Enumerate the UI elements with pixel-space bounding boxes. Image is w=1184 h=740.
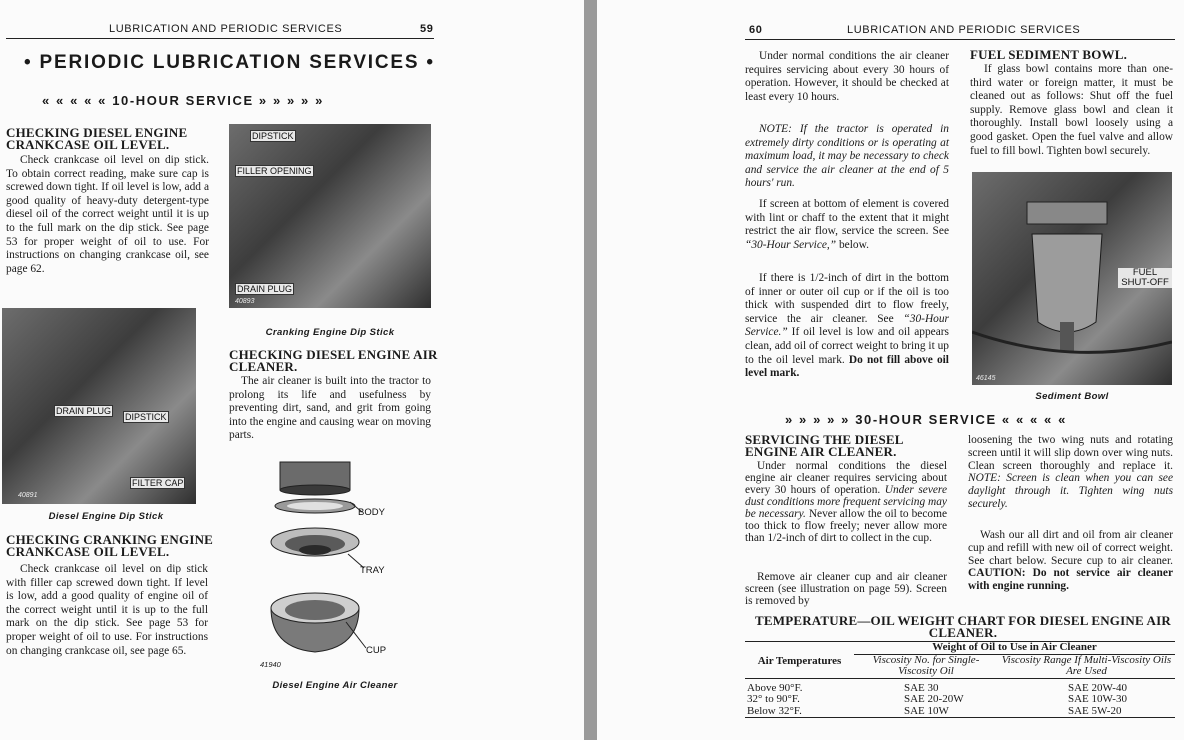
dirt-paragraph-cont: If oil level is low and oil appears clean, add oil of correct weight to bring it up to the oil level mark. (745, 326, 949, 366)
servicing-body (745, 460, 947, 544)
fuel-sediment-body: If glass bowl contains more than one-third water or foreign matter, it must be cleaned out as follows: Shut off the fuel supply. Remove glass bowl and clean it thoroughly. Install bowl loosely using a good gasket. Open the fuel valve and allow fuel to fill bowl. Tighten bowl securely. (970, 63, 1173, 157)
table-cell: SAE 10W (904, 704, 949, 717)
right-header-rule (745, 39, 1175, 40)
wash-cup-text: Wash our all dirt and oil from air cleaner cup and refill with new oil of correct weight. See chart below. Secure cup to air cleaner. (968, 529, 1173, 567)
fig1-caption: Cranking Engine Dip Stick (265, 327, 395, 338)
dirt-paragraph (745, 272, 949, 381)
fig2-label-filter-cap: FILTER CAP (132, 478, 184, 488)
fig2-label-drain-plug: DRAIN PLUG (56, 406, 112, 416)
fig4-label-fuel-shutoff: FUEL SHUT-OFF (1118, 268, 1172, 288)
sec3-body: Check crankcase oil level on dip stick with filler cap screwed down tight. If level is low, add a good quality of engine oil of the correct weight until it is up to the full mark on the dip stick. See page 53 for proper weight of oil to use. For instructions on changing crankcase oil, see page 65. (6, 563, 208, 657)
left-page-number: 59 (420, 23, 434, 35)
oil-weight-table (745, 641, 1175, 718)
table-row (745, 706, 1175, 718)
fig1-number: 40893 (235, 298, 255, 305)
dirty-conditions-note (745, 123, 949, 191)
table-header-multi-viscosity: Viscosity Range If Multi-Viscosity Oils Are Used (1001, 653, 1172, 677)
dirt-paragraph-warning: Do not fill above oil level mark. (745, 353, 949, 380)
fig1-label-drain-plug: DRAIN PLUG (237, 284, 293, 294)
sediment-bowl-photo (972, 172, 1172, 385)
table-cell: Below 32°F. (747, 704, 802, 717)
screen-paragraph-ref: “30-Hour Service,” (745, 238, 837, 251)
main-title: • PERIODIC LUBRICATION SERVICES • (24, 52, 435, 73)
fig1-label-filler-opening: FILLER OPENING (237, 166, 312, 176)
fig3-label-tray: TRAY (360, 565, 385, 576)
screen-paragraph-text: If screen at bottom of element is covered with lint or chaff to the extent that it might restrict the air flow, service the screen. See (745, 198, 949, 238)
fig2-label-dipstick: DIPSTICK (125, 412, 167, 422)
dirt-paragraph-ref: “30-Hour Service.” (745, 312, 949, 339)
servicing-body-cont: Never allow the oil to become too thick to flow freely; never allow more than 1/2-inch of dirt to collect in the cup. (745, 508, 947, 544)
fig3-label-body: BODY (358, 507, 385, 518)
servicing-col2-text: loosening the two wing nuts and rotating screen until it will slip down over wing nuts. Clean screen thoroughly and replace it. (968, 434, 1173, 472)
remove-cup-paragraph: Remove air cleaner cup and air cleaner screen (see illustration on page 59). Screen is removed by (745, 571, 947, 607)
fig2-caption: Diesel Engine Dip Stick (48, 511, 164, 522)
fig1-label-dipstick: DIPSTICK (252, 131, 294, 141)
servicing-body-text: Under normal conditions the diesel engine air cleaner requires servicing about every 30 hours of operation. (745, 460, 947, 496)
fuel-sediment-heading: FUEL SEDIMENT BOWL. (970, 47, 1128, 62)
table-cell: SAE 20W-40 (1068, 681, 1127, 694)
table-header-single-viscosity: Viscosity No. for Single-Viscosity Oil (872, 653, 980, 677)
thirty-hour-service-banner: » » » » » 30-HOUR SERVICE « « « « « (785, 412, 1067, 427)
table-row (745, 694, 1175, 706)
table-cell: Above 90°F. (747, 681, 803, 694)
note-lead: NOTE: (759, 123, 792, 135)
table-cell: SAE 30 (904, 681, 939, 694)
fig3-label-cup: CUP (366, 645, 387, 656)
ten-hour-service-banner: « « « « « 10-HOUR SERVICE » » » » » (42, 93, 324, 108)
sec2-body: The air cleaner is built into the tractor to prolong its life and usefulness by preventing dirt, sand, and grit from going into the engine and causing wear on moving parts. (229, 375, 431, 442)
servicing-heading: SERVICING THE DIESEL ENGINE AIR CLEANER. (745, 432, 903, 459)
table-row (745, 678, 1175, 694)
sec2-heading: CHECKING DIESEL ENGINE AIR CLEANER. (229, 347, 438, 374)
screen-paragraph (745, 198, 949, 252)
diesel-engine-air-cleaner-illustration (258, 458, 408, 678)
cranking-engine-dipstick-photo (229, 124, 431, 308)
fig2-number: 40891 (18, 492, 38, 499)
right-running-header: LUBRICATION AND PERIODIC SERVICES (847, 24, 1081, 36)
fig3-caption: Diesel Engine Air Cleaner (272, 680, 398, 691)
table-header-air-temperatures: Air Temperatures (757, 655, 842, 667)
air-cleaner-intro: Under normal conditions the air cleaner requires servicing about every 30 hours of operation. However, it should be checked at least every 10 hours. (745, 50, 949, 103)
table-cell: 32° to 90°F. (747, 693, 800, 705)
sec1-body: Check crankcase oil level on dip stick. To obtain correct reading, make sure cap is screwed down tight. If oil level is low, add a good quality of heavy-duty detergent-type diesel oil of the correct weight until it is up to the full mark on the dip stick. See page 53 for proper weight of oil to use. For instructions on changing crankcase oil, see page 62. (6, 154, 209, 275)
table-cell: SAE 20-20W (904, 693, 964, 705)
sec3-heading: CHECKING CRANKING ENGINE CRANKCASE OIL LEVEL. (6, 532, 214, 559)
servicing-col2-note: NOTE: Screen is clean when you can see daylight through it. Tighten wing nuts securely. (968, 472, 1173, 510)
right-page (597, 0, 1184, 740)
left-running-header: LUBRICATION AND PERIODIC SERVICES (109, 23, 343, 35)
fig3-number: 41940 (260, 660, 281, 669)
table-cell: SAE 5W-20 (1068, 704, 1122, 717)
table-cell: SAE 10W-30 (1068, 693, 1127, 705)
caution-text: CAUTION: Do not service air cleaner with engine running. (968, 567, 1173, 593)
servicing-body-severe: Under severe dust conditions more frequent servicing may be necessary. (745, 484, 947, 520)
table-group-header: Weight of Oil to Use in Air Cleaner (854, 642, 1175, 655)
left-header-rule (6, 38, 434, 39)
left-page (0, 0, 584, 740)
oil-chart-title: TEMPERATURE—OIL WEIGHT CHART FOR DIESEL ENGINE AIR CLEANER. (754, 613, 1171, 640)
dirt-paragraph-text: If there is 1/2-inch of dirt in the bottom of inner or outer oil cup or if the oil is too thick with suspended dirt to flow freely, service the air cleaner. See (745, 272, 949, 325)
fig4-number: 46145 (976, 375, 996, 382)
diesel-engine-dipstick-photo (2, 308, 196, 504)
screen-paragraph-end: below. (838, 238, 869, 251)
right-page-number: 60 (749, 24, 763, 36)
note-body: If the tractor is operated in extremely dirty conditions or is operating at maximum load, it may be necessary to check and service the air cleaner at the end of 5 hours' run. (745, 123, 949, 190)
servicing-col2-paragraph (968, 434, 1173, 511)
fig4-caption: Sediment Bowl (1035, 391, 1109, 402)
sec1-heading: CHECKING DIESEL ENGINE CRANKCASE OIL LEVEL. (6, 125, 188, 152)
wash-cup-paragraph (968, 529, 1173, 593)
